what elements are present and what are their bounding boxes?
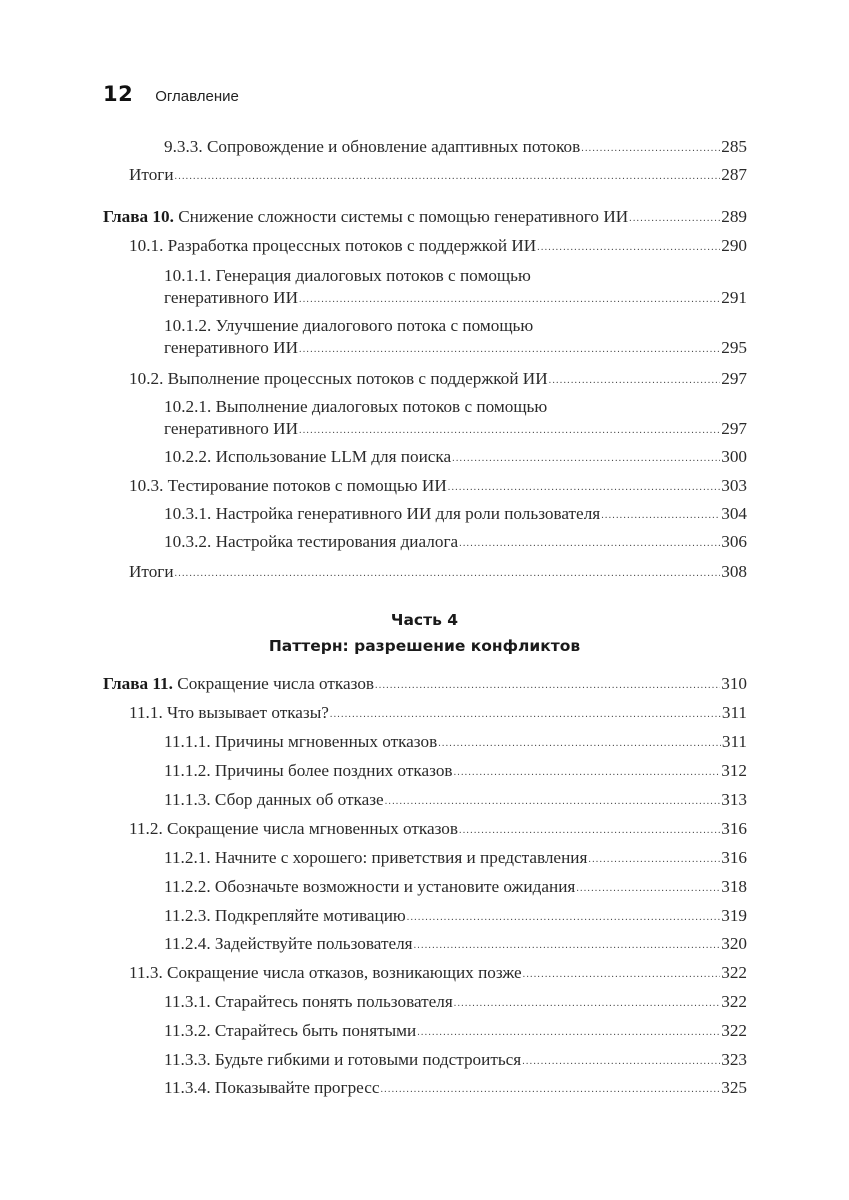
toc-chapter-10[interactable] xyxy=(103,206,747,228)
toc-entry-title: Итоги xyxy=(129,562,174,581)
part-title: Паттерн: разрешение конфликтов xyxy=(268,637,581,655)
toc-entry-11-3-1[interactable] xyxy=(164,991,747,1013)
page-header xyxy=(103,82,239,112)
toc-entry-10-1[interactable] xyxy=(129,235,747,257)
part-label: Часть 4 xyxy=(390,611,459,629)
toc-entry-title: 11.1. Что вызывает отказы? xyxy=(129,703,329,722)
dot-leader xyxy=(549,372,721,390)
toc-entry-line2 xyxy=(164,418,747,440)
dot-leader xyxy=(330,706,721,724)
dot-leader xyxy=(459,535,720,553)
toc-entry-page: 306 xyxy=(721,532,747,551)
toc-entry-page: 322 xyxy=(721,1021,747,1040)
dot-leader xyxy=(385,793,721,811)
toc-entry-title: 11.3.3. Будьте гибкими и готовыми подстроиться xyxy=(164,1050,522,1069)
toc-entry-11-1-1[interactable] xyxy=(164,731,747,753)
toc-entry-title: 11.3.1. Старайтесь понять пользователя xyxy=(164,992,453,1011)
toc-entry-11-2-3[interactable] xyxy=(164,905,747,927)
running-title: Оглавление xyxy=(155,88,239,105)
toc-entry-10-1-1[interactable] xyxy=(164,265,747,309)
dot-leader xyxy=(537,239,720,257)
toc-entry-11-3-2[interactable] xyxy=(164,1020,747,1042)
toc-entry-11-1-2[interactable] xyxy=(164,760,747,782)
dot-leader xyxy=(414,937,721,955)
toc-entry-title-line2: генеративного ИИ xyxy=(164,288,299,307)
toc-entry-title: 11.2.2. Обозначьте возможности и установите ожидания xyxy=(164,877,576,896)
toc-entry-title-line2: генеративного ИИ xyxy=(164,419,299,438)
toc-entry-title: 10.3.2. Настройка тестирования диалога xyxy=(164,532,459,551)
dot-leader xyxy=(175,168,721,186)
toc-entry-page: 310 xyxy=(721,674,747,693)
toc-entry-page: 287 xyxy=(721,165,747,184)
toc-entry-page: 316 xyxy=(721,848,747,867)
toc-entry-page: 320 xyxy=(721,934,747,953)
toc-entry-10-3[interactable] xyxy=(129,475,747,497)
toc-entry-title-line2: генеративного ИИ xyxy=(164,338,299,357)
toc-entry-summary-10[interactable] xyxy=(129,561,747,583)
toc-entry-page: 290 xyxy=(721,236,747,255)
toc-entry-page: 303 xyxy=(721,476,747,495)
toc-entry-page: 322 xyxy=(721,992,747,1011)
toc-entry-title-line1: 10.1.2. Улучшение диалогового потока с помощью xyxy=(164,316,534,335)
toc-entry-title: 11.2.1. Начните с хорошего: приветствия и представления xyxy=(164,848,588,867)
toc-entry-11-1-3[interactable] xyxy=(164,789,747,811)
toc-entry-title: 11.1.1. Причины мгновенных отказов xyxy=(164,732,438,751)
toc-entry-page: 312 xyxy=(721,761,747,780)
dot-leader xyxy=(454,764,721,782)
toc-entry-page: 311 xyxy=(721,732,747,751)
toc-entry-title: 11.2.3. Подкрепляйте мотивацию xyxy=(164,906,406,925)
page-number: 12 xyxy=(103,82,134,106)
toc-entry-11-3[interactable] xyxy=(129,962,747,984)
dot-leader xyxy=(601,507,720,525)
dot-leader xyxy=(407,909,720,927)
toc-entry-line2 xyxy=(164,337,747,359)
dot-leader xyxy=(576,880,720,898)
toc-entry-title: 11.1.2. Причины более поздних отказов xyxy=(164,761,453,780)
toc-entry-10-1-2[interactable] xyxy=(164,315,747,359)
dot-leader xyxy=(175,565,721,583)
toc-entry-11-2-4[interactable] xyxy=(164,933,747,955)
toc-entry-page: 300 xyxy=(721,447,747,466)
toc-entry-10-3-2[interactable] xyxy=(164,531,747,553)
chapter-name: Снижение сложности системы с помощью генеративного ИИ xyxy=(178,207,629,226)
toc-entry-page: 295 xyxy=(721,338,747,357)
toc-chapter-title xyxy=(103,673,374,695)
toc-entry-page: 291 xyxy=(721,288,747,307)
toc-entry-title: Итоги xyxy=(129,165,174,184)
chapter-label: Глава 11. xyxy=(103,674,173,693)
dot-leader xyxy=(629,210,720,228)
dot-leader xyxy=(454,995,720,1013)
toc-entry-title: 10.2. Выполнение процессных потоков с поддержкой ИИ xyxy=(129,369,548,388)
toc-entry-title: 10.3. Тестирование потоков с помощью ИИ xyxy=(129,476,447,495)
dot-leader xyxy=(581,140,720,158)
toc-entry-page: 297 xyxy=(721,369,747,388)
toc-chapter-11[interactable] xyxy=(103,673,747,695)
toc-entry-9-3-3[interactable] xyxy=(164,136,747,158)
toc-entry-11-3-3[interactable] xyxy=(164,1049,747,1071)
toc-entry-page: 304 xyxy=(721,504,747,523)
toc-entry-10-2[interactable] xyxy=(129,368,747,390)
toc-entry-11-1[interactable] xyxy=(129,702,747,724)
dot-leader xyxy=(588,851,720,869)
toc-entry-title: 10.3.1. Настройка генеративного ИИ для роли пользователя xyxy=(164,504,601,523)
toc-entry-page: 285 xyxy=(721,137,747,156)
toc-entry-page: 313 xyxy=(721,790,747,809)
toc-entry-title: 11.2.4. Задействуйте пользователя xyxy=(164,934,413,953)
toc-entry-summary-9[interactable] xyxy=(129,164,747,186)
dot-leader xyxy=(417,1024,720,1042)
dot-leader xyxy=(452,450,720,468)
toc-entry-title: 11.1.3. Сбор данных об отказе xyxy=(164,790,384,809)
toc-entry-11-2-1[interactable] xyxy=(164,847,747,869)
dot-leader xyxy=(299,422,720,440)
toc-entry-10-3-1[interactable] xyxy=(164,503,747,525)
dot-leader xyxy=(299,291,720,309)
toc-entry-11-2[interactable] xyxy=(129,818,747,840)
dot-leader xyxy=(448,479,720,497)
toc-entry-page: 319 xyxy=(721,906,747,925)
dot-leader xyxy=(299,341,720,359)
toc-chapter-title xyxy=(103,206,628,228)
toc-entry-line2 xyxy=(164,287,747,309)
dot-leader xyxy=(459,822,720,840)
toc-entry-page: 325 xyxy=(721,1078,747,1097)
toc-entry-page: 322 xyxy=(721,963,747,982)
dot-leader xyxy=(523,966,721,984)
toc-entry-10-2-2[interactable] xyxy=(164,446,747,468)
dot-leader xyxy=(380,1081,720,1099)
dot-leader xyxy=(375,677,720,695)
toc-entry-title: 10.2.2. Использование LLM для поиска xyxy=(164,447,452,466)
toc-entry-title-line1: 10.1.1. Генерация диалоговых потоков с помощью xyxy=(164,266,531,285)
toc-entry-page: 308 xyxy=(721,562,747,581)
toc-entry-title-line1: 10.2.1. Выполнение диалоговых потоков с помощью xyxy=(164,397,548,416)
dot-leader xyxy=(522,1053,720,1071)
toc-entry-title: 9.3.3. Сопровождение и обновление адаптивных потоков xyxy=(164,137,581,156)
dot-leader xyxy=(438,735,721,753)
toc-entry-title: 11.3.4. Показывайте прогресс xyxy=(164,1078,380,1097)
toc-entry-title: 11.3.2. Старайтесь быть понятыми xyxy=(164,1021,417,1040)
toc-entry-title: 10.1. Разработка процессных потоков с поддержкой ИИ xyxy=(129,236,537,255)
toc-entry-page: 311 xyxy=(721,703,747,722)
toc-entry-page: 297 xyxy=(721,419,747,438)
toc-entry-title: 11.3. Сокращение числа отказов, возникающих позже xyxy=(129,963,522,982)
toc-entry-10-2-1[interactable] xyxy=(164,396,747,440)
chapter-name: Сокращение числа отказов xyxy=(177,674,375,693)
toc-entry-page: 316 xyxy=(721,819,747,838)
chapter-label: Глава 10. xyxy=(103,207,174,226)
toc-entry-11-3-4[interactable] xyxy=(164,1077,747,1099)
toc-entry-title: 11.2. Сокращение числа мгновенных отказов xyxy=(129,819,459,838)
toc-entry-page: 323 xyxy=(721,1050,747,1069)
toc-entry-11-2-2[interactable] xyxy=(164,876,747,898)
toc-entry-page: 289 xyxy=(721,207,747,226)
toc-entry-page: 318 xyxy=(721,877,747,896)
